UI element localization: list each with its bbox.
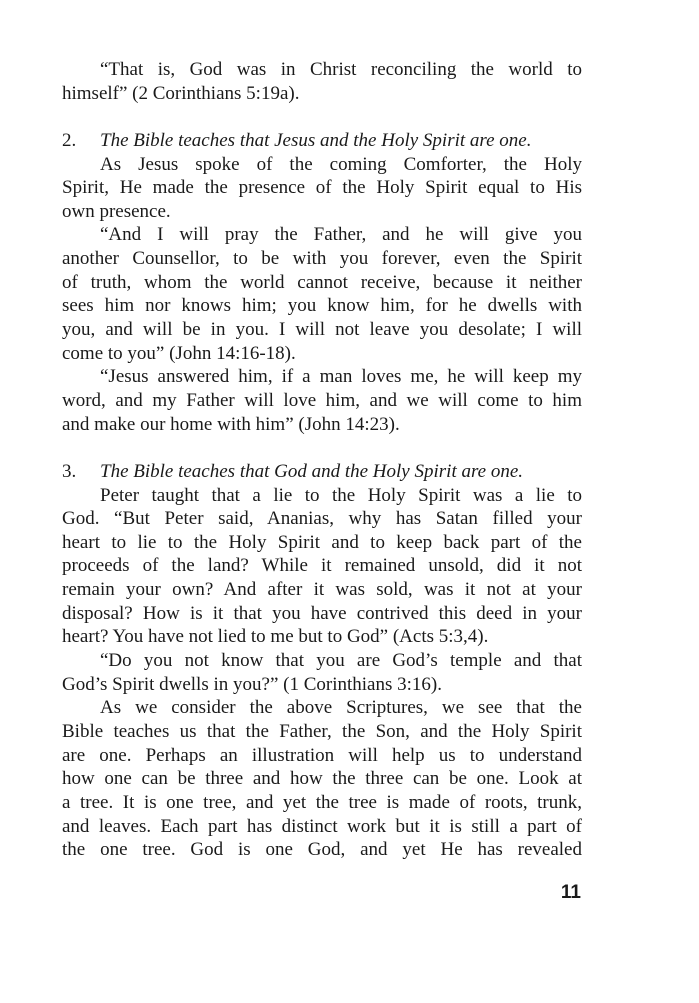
text-line: heart to lie to the Holy Spirit and to keep back part of the <box>62 531 582 553</box>
text-line: come to you” (John 14:16-18). <box>62 342 296 364</box>
text-line: God. “But Peter said, Ananias, why has Satan filled your <box>62 508 582 530</box>
text-line: and leaves. Each part has distinct work but it is still a part of <box>62 815 582 837</box>
section-title: The Bible teaches that Jesus and the Holy Spirit are one. <box>100 129 532 151</box>
text-line: Spirit, He made the presence of the Holy Spirit equal to His <box>62 177 582 199</box>
text-line: own presence. <box>62 200 171 222</box>
text-line: of truth, whom the world cannot receive, because it neither <box>62 271 582 293</box>
text-line: “That is, God was in Christ reconciling the world to <box>100 59 582 80</box>
text-line: As Jesus spoke of the coming Comforter, the Holy <box>100 153 582 175</box>
text-line: proceeds of the land? While it remained unsold, did it not <box>62 555 582 577</box>
text-line: sees him nor knows him; you know him, for he dwells with <box>62 295 582 317</box>
text-line: are one. Perhaps an illustration will help us to understand <box>62 744 582 766</box>
text-line: “Do you not know that you are God’s temple and that <box>100 650 582 672</box>
text-line: a tree. It is one tree, and yet the tree is made of roots, trunk, <box>62 791 582 813</box>
text-line: “And I will pray the Father, and he will give you <box>100 224 582 246</box>
section-title: The Bible teaches that God and the Holy Spirit are one. <box>100 460 524 482</box>
blank-line <box>62 105 582 129</box>
text-line: you, and will be in you. I will not leave you desolate; I will <box>62 319 582 341</box>
text-line: the one tree. God is one God, and yet He has revealed <box>62 839 582 861</box>
text-line: Bible teaches us that the Father, the Son, and the Holy Spirit <box>62 720 582 742</box>
text-line: himself” (2 Corinthians 5:19a). <box>62 82 300 104</box>
text-line: how one can be three and how the three can be one. Look at <box>62 768 582 790</box>
section-number: 3. <box>62 460 77 482</box>
text-line: disposal? How is it that you have contrived this deed in your <box>62 602 582 624</box>
text-line: “Jesus answered him, if a man loves me, he will keep my <box>100 366 582 388</box>
blank-line <box>62 436 582 460</box>
text-line: and make our home with him” (John 14:23). <box>62 413 400 435</box>
text-line: As we consider the above Scriptures, we see that the <box>100 697 582 719</box>
section-heading <box>62 129 582 153</box>
page-number: 11 <box>560 882 581 903</box>
section-number: 2. <box>62 129 77 151</box>
text-line: another Counsellor, to be with you forever, even the Spirit <box>62 248 582 270</box>
text-line: heart? You have not lied to me but to God” (Acts 5:3,4). <box>62 626 489 648</box>
page-body <box>62 58 582 862</box>
text-line: word, and my Father will love him, and we will come to him <box>62 389 582 411</box>
text-line: remain your own? And after it was sold, was it not at your <box>62 579 582 601</box>
text-line: Peter taught that a lie to the Holy Spirit was a lie to <box>100 484 582 506</box>
text-line: God’s Spirit dwells in you?” (1 Corinthians 3:16). <box>62 673 442 695</box>
section-heading <box>62 460 582 484</box>
